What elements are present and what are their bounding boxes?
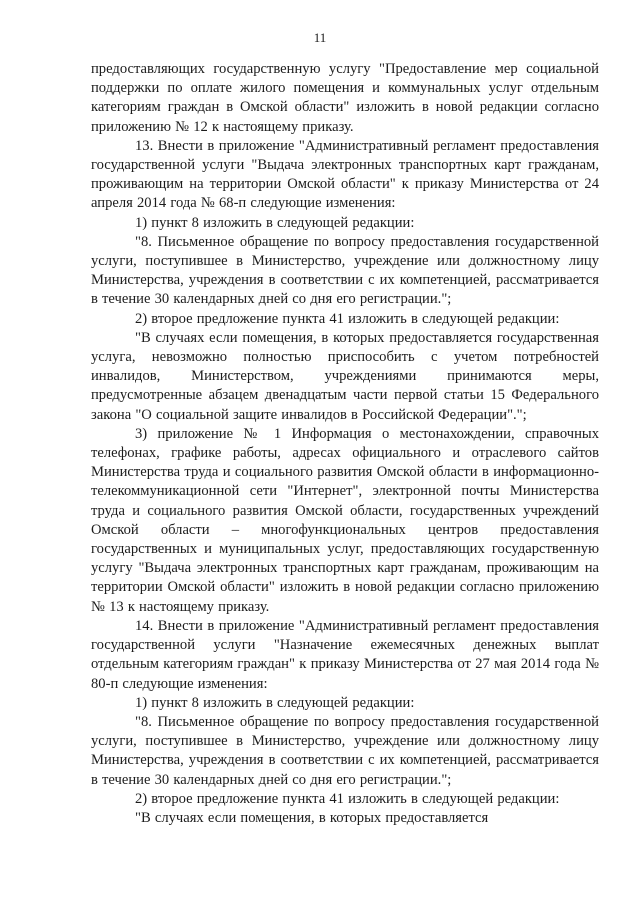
paragraph-13-subitem-2: 2) второе предложение пункта 41 изложить в следующей редакции:	[135, 310, 560, 327]
document-body	[91, 60, 599, 828]
paragraph-14-subitem-2: 2) второе предложение пункта 41 изложить в следующей редакции:	[135, 790, 560, 807]
paragraph-13-subitem-3: 3) приложение № 1 Информация о местонахождении, справочных телефонах, графике работы, адресах официального и отраслевого сайтов Министерства труда и социального развития Омской области в информационно-телекоммуникационной сети "Интернет", электронной почты Министерства труда и социального развития Омской области, государственных учреждений Омской области – многофункциональных центров предоставления государственных и муниципальных услуг, предоставляющих государственную услугу "Выдача электронных транспортных карт гражданам, проживающим на территории Омской области" изложить в новой редакции согласно приложению № 13 к настоящему приказу.	[91, 425, 599, 615]
paragraph-14-point-41-text: "В случаях если помещения, в которых предоставляется	[135, 809, 489, 826]
paragraph-item-13: 13. Внести в приложение "Административный регламент предоставления государственной услуги "Выдача электронных транспортных карт гражданам, проживающим на территории Омской области" к приказу Министерства от 24 апреля 2014 года № 68-п следующие изменения:	[91, 137, 599, 212]
paragraph-14-point-8-text: "8. Письменное обращение по вопросу предоставления государственной услуги, поступившее в Министерство, учреждение или должностному лицу Министерства, учреждения в соответствии с их компетенцией, рассматривается в течение 30 календарных дней со дня его регистрации.";	[91, 713, 599, 788]
paragraph-item-14: 14. Внести в приложение "Административный регламент предоставления государственной услуги "Назначение ежемесячных денежных выплат отдельным категориям граждан" к приказу Министерства от 27 мая 2014 года № 80-п следующие изменения:	[91, 617, 599, 692]
paragraph-14-subitem-1: 1) пункт 8 изложить в следующей редакции:	[135, 694, 415, 711]
paragraph-13-point-8-text: "8. Письменное обращение по вопросу предоставления государственной услуги, поступившее в Министерство, учреждение или должностному лицу Министерства, учреждения в соответствии с их компетенцией, рассматривается в течение 30 календарных дней со дня его регистрации.";	[91, 233, 599, 308]
paragraph-continuation: предоставляющих государственную услугу "Предоставление мер социальной поддержки по оплате жилого помещения и коммунальных услуг отдельным категориям граждан в Омской области" изложить в новой редакции согласно приложению № 12 к настоящему приказу.	[91, 61, 599, 135]
page-number: 11	[313, 30, 327, 45]
paragraph-13-subitem-1: 1) пункт 8 изложить в следующей редакции:	[135, 214, 415, 231]
paragraph-13-point-41-text: "В случаях если помещения, в которых предоставляется государственная услуга, невозможно полностью приспособить с учетом потребностей инвалидов, Министерством, учреждениями принимаются меры, предусмотренные абзацем двенадцатым части первой статьи 15 Федерального закона "О социальной защите инвалидов в Российской Федерации".";	[91, 329, 599, 423]
